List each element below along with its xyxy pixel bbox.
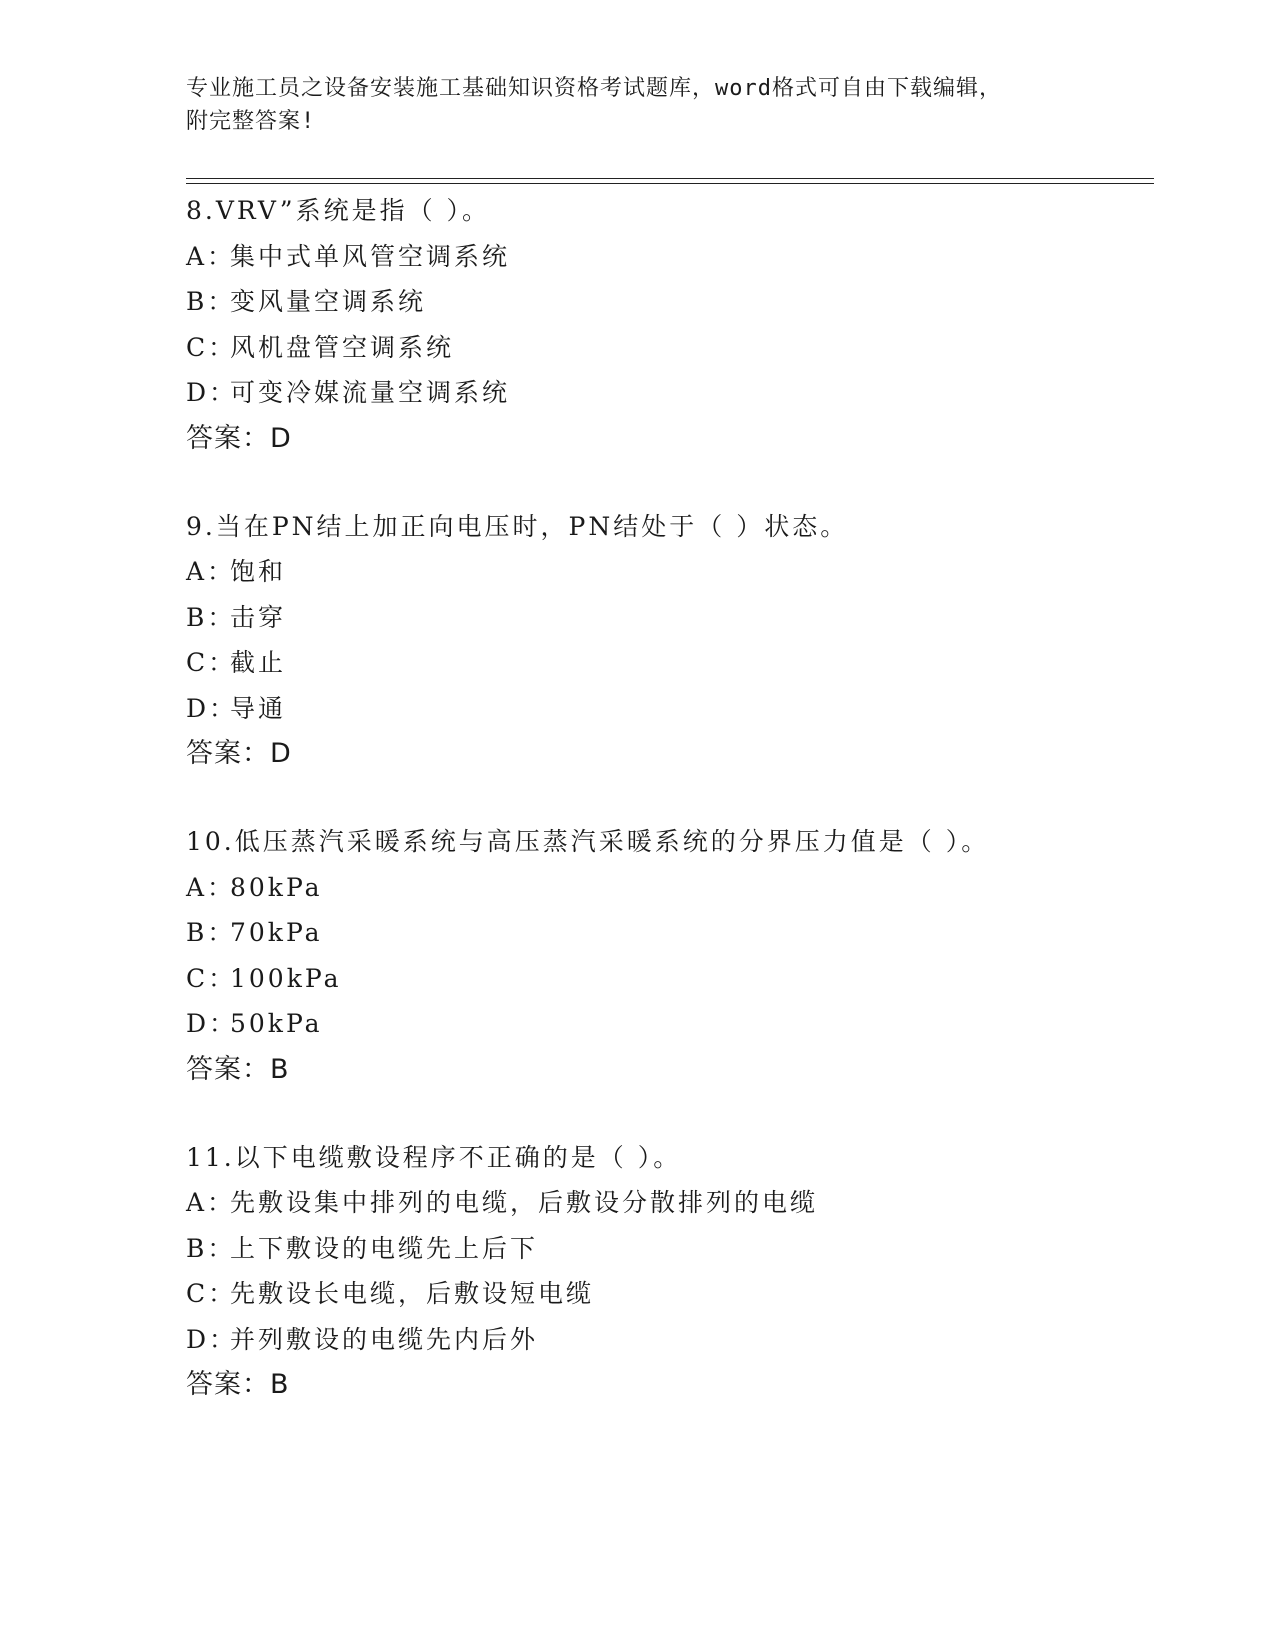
option-d [186,370,1146,416]
option-key: D： [186,693,238,723]
option-text: 上下敷设的电缆先上后下 [230,1233,539,1263]
document-header [186,72,1086,138]
option-key: C： [186,332,237,362]
option-text: 变风量空调系统 [230,287,427,316]
option-a [186,865,1146,911]
question-stem: 9.当在PN结上加正向电压时，PN结处于（ ）状态。 [186,511,849,541]
option-text: 80kPa [230,872,323,902]
option-text: 70kPa [230,918,323,947]
option-text: 击穿 [230,602,287,632]
option-c [186,325,1146,371]
option-text: 集中式单风管空调系统 [230,241,511,271]
question-stem: 10.低压蒸汽采暖系统与高压蒸汽采暖系统的分界压力值是（ ）。 [186,827,990,856]
option-key: A： [186,872,236,902]
option-a [186,234,1146,280]
header-title-line-2: 附完整答案! [186,109,316,134]
option-text: 可变冷媒流量空调系统 [230,378,511,407]
question-8 [186,188,1146,462]
option-text: 导通 [230,693,287,723]
option-key: A： [186,1188,236,1217]
header-divider-top [186,178,1154,179]
question-stem: 8.VRV”系统是指（ ）。 [186,196,491,225]
option-text: 并列敷设的电缆先内后外 [230,1324,539,1354]
question-9 [186,504,1146,778]
option-key: D： [186,378,238,407]
answer-line: 答案：B [186,1053,290,1085]
option-key: A： [186,241,236,271]
header-title-line-1: 专业施工员之设备安装施工基础知识资格考试题库，word格式可自由下载编辑， [186,76,1002,101]
option-a [186,1180,1146,1226]
answer-line: 答案：D [186,738,292,769]
option-d [186,1001,1146,1047]
option-text: 先敷设集中排列的电缆，后敷设分散排列的电缆 [230,1188,819,1217]
option-b [186,910,1146,956]
option-c [186,1271,1146,1317]
question-10 [186,819,1146,1093]
option-b [186,595,1146,641]
question-list [186,188,1146,1408]
header-divider-bottom [186,183,1154,184]
option-key: A： [186,557,236,586]
option-d [186,686,1146,732]
option-key: D： [186,1009,238,1038]
option-c [186,956,1146,1002]
option-key: B： [186,287,236,316]
option-key: C： [186,648,237,677]
option-text: 100kPa [230,963,342,993]
option-key: C： [186,1279,237,1308]
option-b [186,1226,1146,1272]
option-key: D： [186,1324,238,1354]
option-b [186,279,1146,325]
question-stem: 11.以下电缆敷设程序不正确的是（ ）。 [186,1142,682,1172]
option-d [186,1317,1146,1363]
question-11 [186,1135,1146,1409]
option-key: B： [186,602,236,632]
option-text: 先敷设长电缆，后敷设短电缆 [230,1279,595,1308]
answer-line: 答案：D [186,422,292,454]
answer-line: 答案：B [186,1369,290,1400]
option-key: B： [186,918,236,947]
option-a [186,549,1146,595]
option-text: 50kPa [230,1009,323,1038]
option-key: C： [186,963,237,993]
option-text: 风机盘管空调系统 [230,332,455,362]
option-text: 截止 [230,648,287,677]
option-text: 饱和 [230,557,287,586]
option-key: B： [186,1233,236,1263]
option-c [186,640,1146,686]
